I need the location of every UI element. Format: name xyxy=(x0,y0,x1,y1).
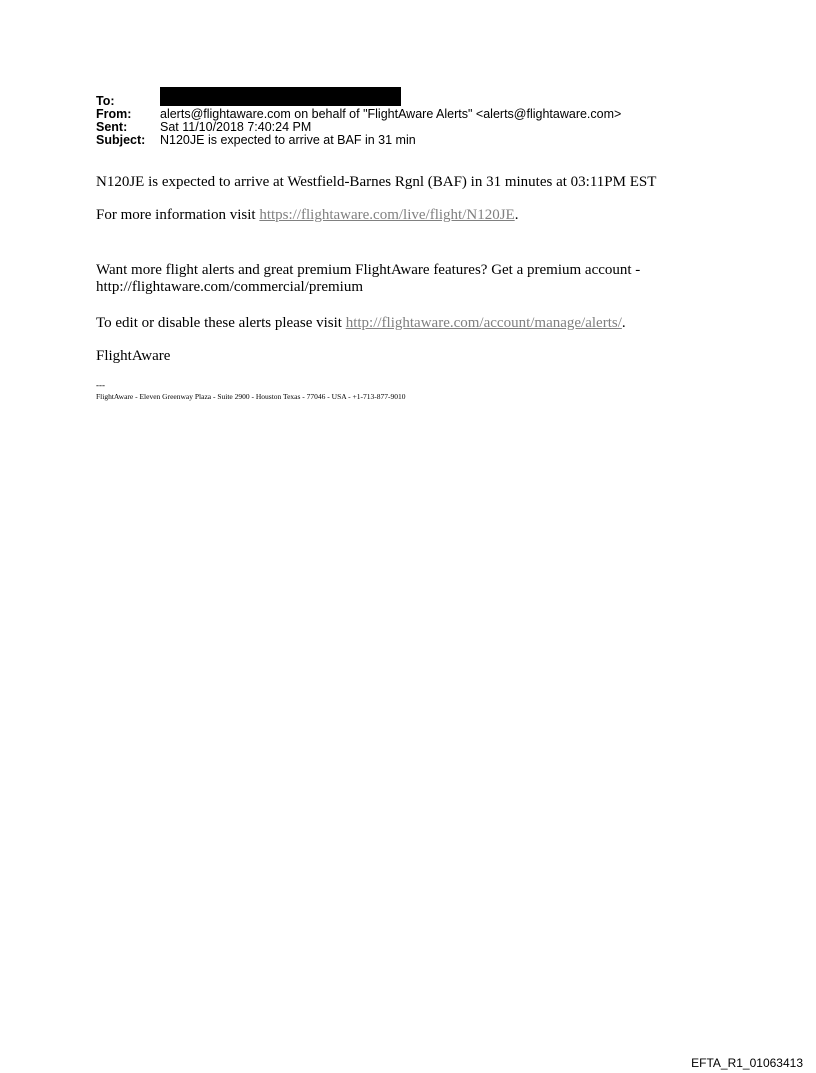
sent-label: Sent: xyxy=(96,120,128,134)
manage-alerts-link[interactable]: http://flightaware.com/account/manage/alerts/ xyxy=(345,315,622,331)
footer-address: FlightAware - Eleven Greenway Plaza - Suite 2900 - Houston Texas - 77046 - USA - +1-713-877-9010 xyxy=(96,392,406,401)
document-id: EFTA_R1_01063413 xyxy=(691,1056,803,1070)
edit-alerts-prefix: To edit or disable these alerts please visit xyxy=(96,315,346,331)
signature-separator: --- xyxy=(96,380,105,390)
more-info-suffix: . xyxy=(514,207,519,223)
redaction-block xyxy=(160,87,401,106)
to-label: To: xyxy=(96,94,115,108)
email-headers xyxy=(96,95,736,147)
subject-row xyxy=(96,134,736,147)
signature: FlightAware xyxy=(96,348,171,364)
more-info-paragraph xyxy=(96,207,736,224)
subject-value: N120JE is expected to arrive at BAF in 31 min xyxy=(160,133,416,147)
more-info-prefix: For more information visit xyxy=(96,207,260,223)
premium-paragraph: Want more flight alerts and great premium FlightAware features? Get a premium account - http://flightaware.com/commercial/premium xyxy=(96,262,641,295)
edit-alerts-suffix: . xyxy=(621,315,626,331)
from-value: alerts@flightaware.com on behalf of "FlightAware Alerts" <alerts@flightaware.com> xyxy=(160,107,622,121)
edit-alerts-paragraph xyxy=(96,315,736,332)
flight-tracking-link[interactable]: https://flightaware.com/live/flight/N120JE xyxy=(259,207,515,223)
arrival-paragraph: N120JE is expected to arrive at Westfield-Barnes Rgnl (BAF) in 31 minutes at 03:11PM EST xyxy=(96,174,657,190)
from-label: From: xyxy=(96,107,132,121)
sent-value: Sat 11/10/2018 7:40:24 PM xyxy=(160,120,312,134)
subject-label: Subject: xyxy=(96,133,146,147)
